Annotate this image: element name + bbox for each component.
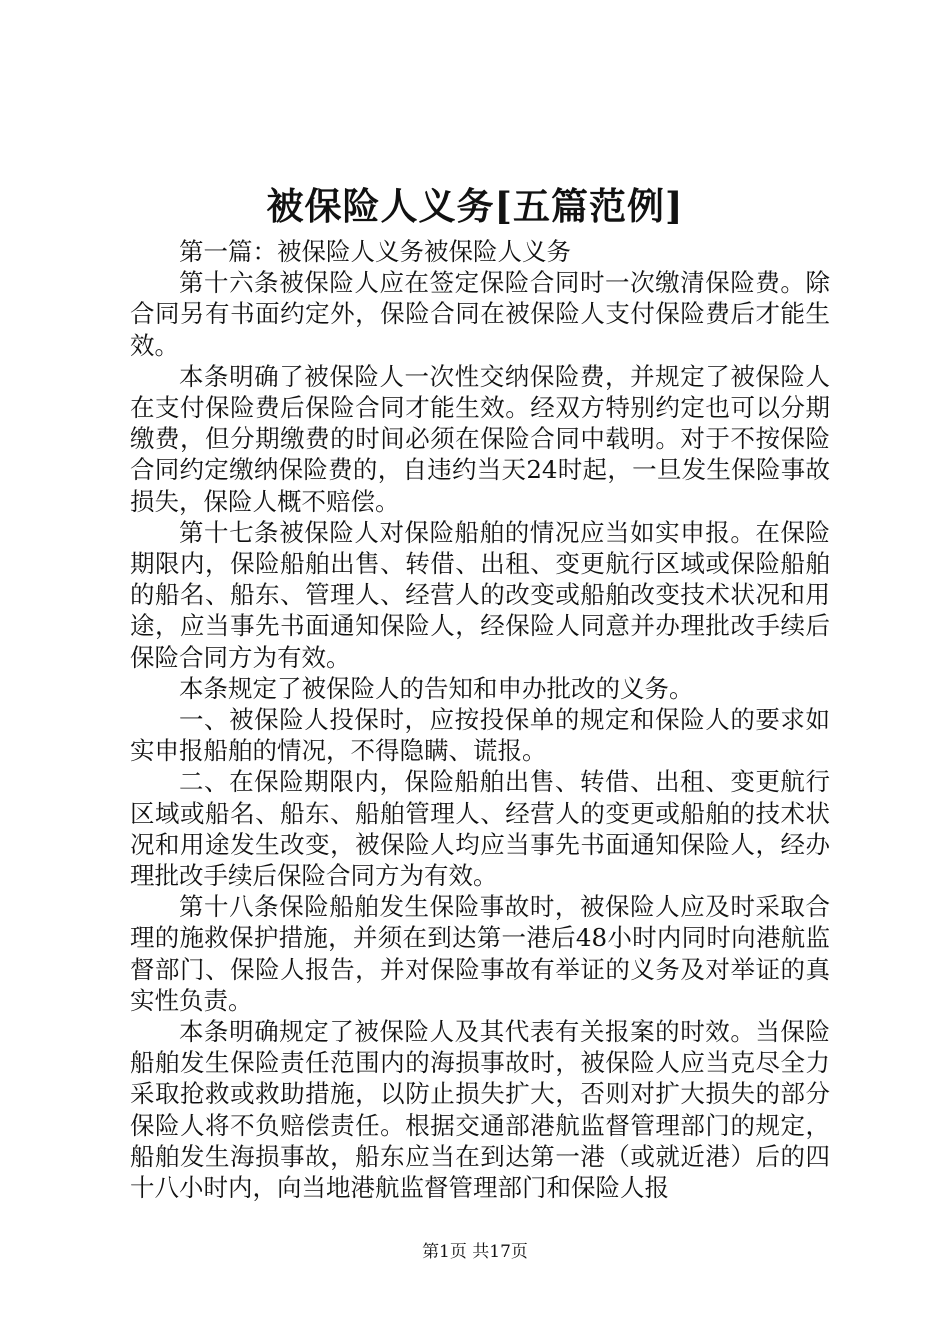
paragraph-4: 第十七条被保险人对保险船舶的情况应当如实申报。在保险期限内，保险船舶出售、转借、出租、变更航行区域或保险船舶的船名、船东、管理人、经营人的改变或船舶改变技术状况和用途，应当事先书面通知保险人，经保险人同意并办理批改手续后保险合同方为有效。	[130, 517, 830, 672]
document-body	[130, 236, 830, 1203]
paragraph-2: 第十六条被保险人应在签定保险合同时一次缴清保险费。除合同另有书面约定外，保险合同在被保险人支付保险费后才能生效。	[130, 268, 830, 360]
document-title: 被保险人义务[五篇范例]	[266, 184, 684, 228]
paragraph-8: 第十八条保险船舶发生保险事故时，被保险人应及时采取合理的施救保护措施，并须在到达第一港后48小时内同时向港航监督部门、保险人报告，并对保险事故有举证的义务及对举证的真实性负责。	[130, 892, 830, 1015]
paragraph-9: 本条明确规定了被保险人及其代表有关报案的时效。当保险船舶发生保险责任范围内的海损事故时，被保险人应当克尽全力采取抢救或救助措施，以防止损失扩大，否则对扩大损失的部分保险人将不负赔偿责任。根据交通部港航监督管理部门的规定，船舶发生海损事故，船东应当在到达第一港（或就近港）后的四十八小时内，向当地港航监督管理部门和保险人报	[130, 1017, 830, 1203]
page-number-footer: 第1页 共17页	[422, 1242, 528, 1262]
paragraph-7: 二、在保险期限内，保险船舶出售、转借、出租、变更航行区域或船名、船东、船舶管理人、经营人的变更或船舶的技术状况和用途发生改变，被保险人均应当事先书面通知保险人，经办理批改手续后保险合同方为有效。	[130, 767, 830, 891]
paragraph-3: 本条明确了被保险人一次性交纳保险费，并规定了被保险人在支付保险费后保险合同才能生效。经双方特别约定也可以分期缴费，但分期缴费的时间必须在保险合同中载明。对于不按保险合同约定缴纳保险费的，自违约当天24时起，一旦发生保险事故损失，保险人概不赔偿。	[130, 361, 830, 516]
paragraph-5: 本条规定了被保险人的告知和申办批改的义务。	[179, 673, 694, 703]
paragraph-6: 一、被保险人投保时，应按投保单的规定和保险人的要求如实申报船舶的情况，不得隐瞒、谎报。	[130, 705, 830, 766]
paragraph-1: 第一篇：被保险人义务被保险人义务	[179, 237, 571, 266]
